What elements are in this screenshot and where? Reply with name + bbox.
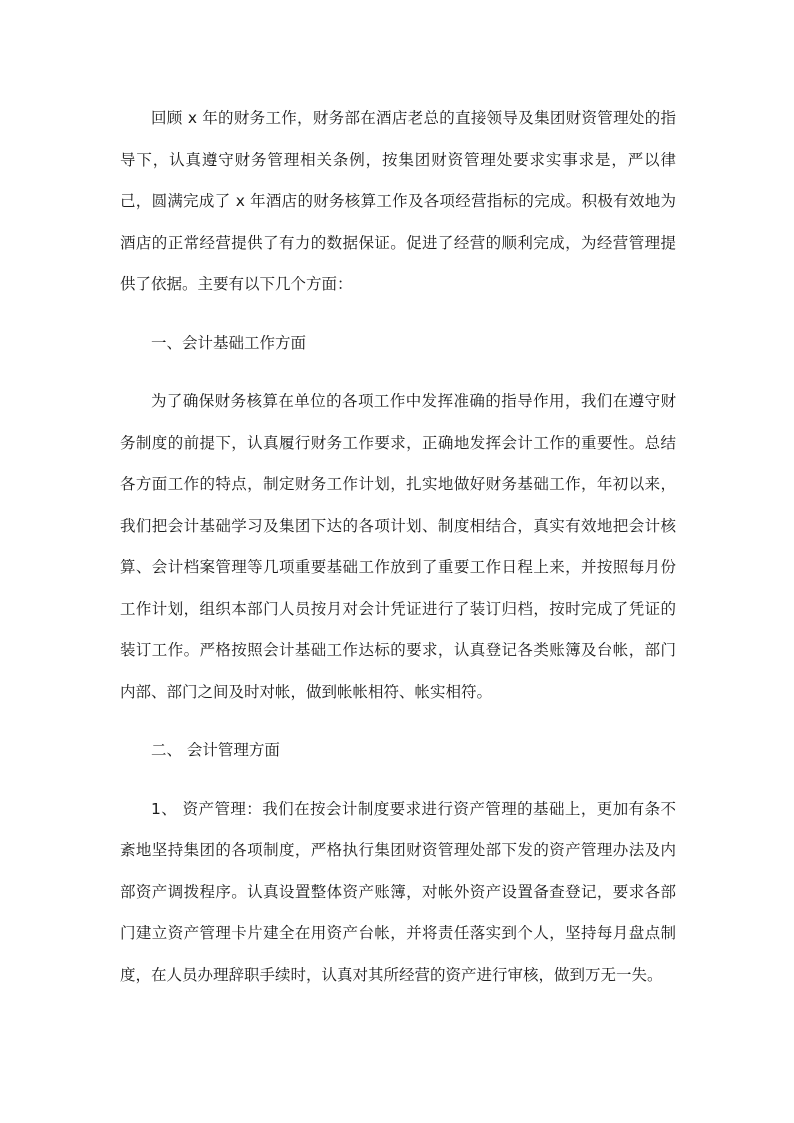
spacer [120, 713, 676, 730]
spacer [120, 772, 676, 789]
spacer [120, 364, 676, 381]
document-page [120, 98, 676, 996]
section-body-accounting-basics: 为了确保财务核算在单位的各项工作中发挥准确的指导作用，我们在遵守财务制度的前提下，认真履行财务工作要求，正确地发挥会计工作的重要性。总结各方面工作的特点，制定财务工作计划，扎实地做好财务基础工作，年初以来，我们把会计基础学习及集团下达的各项计划、制度相结合，真实有效地把会计核算、会计档案管理等几项重要基础工作放到了重要工作日程上来，并按照每月份工作计划，组织本部门人员按月对会计凭证进行了装订归档，按时完成了凭证的装订工作。严格按照会计基础工作达标的要求，认真登记各类账簿及台帐，部门内部、部门之间及时对帐，做到帐帐相符、帐实相符。 [120, 392, 676, 701]
section-heading-accounting-basics: 一、会计基础工作方面 [151, 333, 307, 352]
intro-paragraph: 回顾 x 年的财务工作，财务部在酒店老总的直接领导及集团财资管理处的指导下，认真遵守财务管理相关条例，按集团财资管理处要求实事求是，严以律己，圆满完成了 x 年酒店的财务核算工作及各项经营指标的完成。积极有效地为酒店的正常经营提供了有力的数据保证。促进了经营的顺利完成，为经营管理提供了依据。主要有以下几个方面： [120, 109, 676, 293]
section-item-asset-management: 1、 资产管理：我们在按会计制度要求进行资产管理的基础上，更加有条不紊地坚持集团的各项制度，严格执行集团财资管理处部下发的资产管理办法及内部资产调拨程序。认真设置整体资产账簿，对帐外资产设置备查登记，要求各部门建立资产管理卡片建全在用资产台帐，并将责任落实到个人，坚持每月盘点制度，在人员办理辞职手续时，认真对其所经营的资产进行审核，做到万无一失。 [120, 799, 676, 984]
spacer [120, 306, 676, 323]
section-heading-accounting-management: 二、 会计管理方面 [151, 741, 280, 759]
